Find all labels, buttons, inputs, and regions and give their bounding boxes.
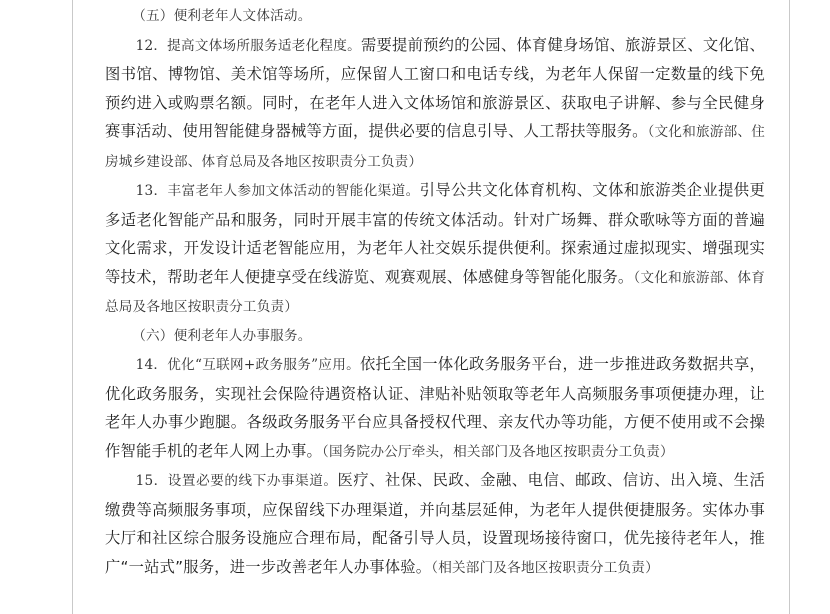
item-12-paragraph	[105, 31, 765, 177]
item-12-body: 需要提前预约的公园、体育健身场馆、旅游景区、文化馆、图书馆、博物馆、美术馆等场所，应保留人工窗口和电话专线，为老年人保留一定数量的线下免预约进入或购票名额。同时，在老年人进入文体场馆和旅游景区、获取电子讲解、参与全民健身赛事活动、使用智能健身器械等方面，提供必要的信息引导、人工帮扶等服务。	[105, 35, 766, 140]
item-12-responsibility: （文化和旅游部、住房城乡建设部、体育总局及各地区按职责分工负责）	[105, 124, 765, 170]
item-14-title: 14．优化“互联网+政务服务”应用。	[135, 357, 360, 373]
section-heading-5: （五）便利老年人文体活动。	[132, 8, 312, 24]
item-15-title: 15．设置必要的线下办事渠道。	[135, 473, 338, 489]
item-15-paragraph	[105, 466, 765, 582]
item-13-body: 引导公共文化体育机构、文体和旅游类企业提供更多适老化智能产品和服务，同时开展丰富的传统文体活动。针对广场舞、群众歌咏等方面的普遍文化需求，开发设计适老智能应用，为老年人社交娱乐提供便利。探索通过虚拟现实、增强现实等技术，帮助老年人便捷享受在线游览、观赛观展、体感健身等智能化服务。	[105, 181, 765, 286]
item-15-body: 医疗、社保、民政、金融、电信、邮政、信访、出入境、生活缴费等高频服务事项，应保留线下办理渠道，并向基层延伸，为老年人提供便捷服务。实体办事大厅和社区综合服务设施应合理布局，配备引导人员，设置现场接待窗口，优先接待老年人，推广“一站式”服务，进一步改善老年人办事体验。	[105, 471, 765, 576]
item-14-responsibility: （国务院办公厅牵头，相关部门及各地区按职责分工负责）	[321, 443, 674, 460]
item-14-paragraph	[105, 350, 765, 466]
item-13-paragraph	[105, 176, 765, 322]
item-12-title: 12．提高文体场所服务适老化程度。	[135, 37, 361, 54]
document-body	[105, 2, 765, 582]
item-13-title: 13．丰富老年人参加文体活动的智能化渠道。	[135, 183, 420, 199]
document-page	[72, 0, 790, 614]
item-13-responsibility: （文化和旅游部、体育总局及各地区按职责分工负责）	[105, 269, 765, 315]
item-14-body: 依托全国一体化政务服务平台，进一步推进政务数据共享，优化政务服务，实现社会保险待遇资格认证、津贴补贴领取等老年人高频服务事项便捷办理，让老年人办事少跑腿。各级政务服务平台应具备授权代理、亲友代办等功能，方便不使用或不会操作智能手机的老年人网上办事。	[105, 355, 766, 460]
section-heading-6: （六）便利老年人办事服务。	[132, 327, 312, 344]
item-15-responsibility: （相关部门及各地区按职责分工负责）	[431, 559, 659, 576]
